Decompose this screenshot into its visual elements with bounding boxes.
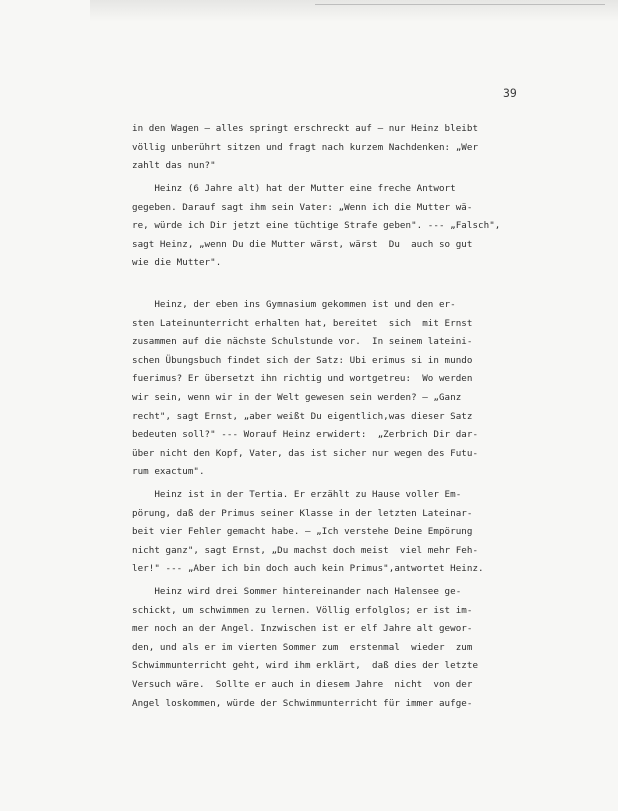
paragraph-1 [132,120,524,176]
scan-artifact-line [315,4,605,5]
text-line: Heinz wird drei Sommer hintereinander nach Halensee ge- [132,586,462,597]
text-line: schickt, um schwimmen zu lernen. Völlig erfolglos; er ist im- [132,604,473,616]
text-line: Heinz (6 Jahre alt) hat der Mutter eine freche Antwort [132,183,456,194]
text-line: wir sein, wenn wir in der Welt gewesen sein werden? – „Ganz [132,391,462,403]
text-line: sten Lateinunterricht erhalten hat, bereitet sich mit Ernst [132,317,473,329]
text-line: re, würde ich Dir jetzt eine tüchtige Strafe geben". --- „Falsch", [132,220,501,232]
paragraph-5 [132,583,524,713]
text-line: wie die Mutter". [132,257,222,269]
paragraph-4 [132,486,524,579]
text-line: rum exactum". [132,466,205,478]
text-line: Versuch wäre. Sollte er auch in diesem Jahre nicht von der [132,678,473,690]
text-line: mer noch an der Angel. Inzwischen ist er elf Jahre alt gewor- [132,623,473,635]
paragraph-2 [132,180,524,273]
text-line: Heinz, der eben ins Gymnasium gekommen ist und den er- [132,299,456,310]
paragraph-3 [132,296,524,482]
text-line: zusammen auf die nächste Schulstunde vor. In seinem lateini- [132,336,473,348]
text-line: Heinz ist in der Tertia. Er erzählt zu Hause voller Em- [132,489,462,500]
text-line: den, und als er im vierten Sommer zum erstenmal wieder zum [132,641,473,653]
text-line: recht", sagt Ernst, „aber weißt Du eigentlich,was dieser Satz [132,410,473,422]
text-line: zahlt das nun?" [132,160,216,172]
text-line: fuerimus? Er übersetzt ihn richtig und wortgetreu: Wo werden [132,373,473,385]
text-line: über nicht den Kopf, Vater, das ist sicher nur wegen des Futu- [132,447,479,459]
text-line: pörung, daß der Primus seiner Klasse in der letzten Lateinar- [132,507,473,519]
text-line: völlig unberührt sitzen und fragt nach kurzem Nachdenken: „Wer [132,141,479,153]
text-line: nicht ganz", sagt Ernst, „Du machst doch meist viel mehr Feh- [132,544,479,556]
text-line: bedeuten soll?" --- Worauf Heinz erwidert: „Zerbrich Dir dar- [132,429,479,441]
text-line: ler!" --- „Aber ich bin doch auch kein Primus",antwortet Heinz. [132,563,484,575]
text-line: Angel loskommen, würde der Schwimmunterricht für immer aufge- [132,697,473,709]
page-number: 39 [503,86,517,100]
text-line: in den Wagen – alles springt erschreckt auf – nur Heinz bleibt [132,123,479,134]
text-line: gegeben. Darauf sagt ihm sein Vater: „Wenn ich die Mutter wä- [132,201,473,213]
text-line: sagt Heinz, „wenn Du die Mutter wärst, wärst Du auch so gut [132,238,473,250]
text-line: schen Übungsbuch findet sich der Satz: Ubi erimus si in mundo [132,354,473,366]
text-line: beit vier Fehler gemacht habe. – „Ich verstehe Deine Empörung [132,526,473,538]
text-line: Schwimmunterricht geht, wird ihm erklärt, daß dies der letzte [132,660,479,672]
